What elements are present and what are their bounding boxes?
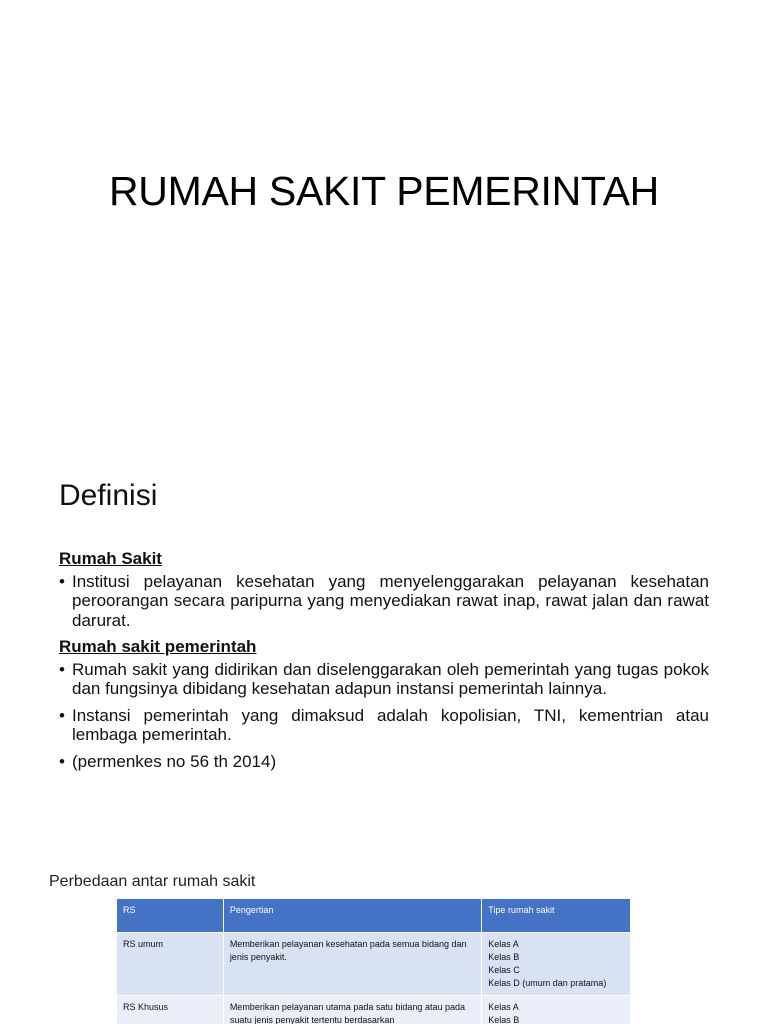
bullet-dot-icon: • — [59, 751, 65, 771]
bullet-dot-icon: • — [59, 659, 65, 679]
bullet-text: Instansi pemerintah yang dimaksud adalah kopolisian, TNI, kementrian atau lembaga pemerintah. — [72, 705, 709, 744]
bullet-item — [59, 706, 709, 745]
comparison-title: Perbedaan antar rumah sakit — [49, 873, 256, 890]
section-heading-rumah-sakit: Rumah Sakit — [59, 549, 162, 568]
slide-definition — [0, 432, 768, 864]
bullet-item — [59, 752, 709, 772]
bullet-text: (permenkes no 56 th 2014) — [72, 751, 277, 771]
cell-tipe — [482, 996, 631, 1024]
table-row — [117, 996, 631, 1024]
tipe-line: Kelas A — [488, 939, 519, 949]
cell-rs: RS Khusus — [117, 996, 224, 1024]
cell-tipe — [482, 933, 631, 996]
bullet-dot-icon: • — [59, 705, 65, 725]
bullet-text: Institusi pelayanan kesehatan yang menyelenggarakan pelayanan kesehatan peroorangan secara paripurna yang menyediakan rawat inap, rawat jalan dan rawat darurat. — [72, 571, 709, 630]
bullet-item — [59, 572, 709, 631]
cell-rs: RS umum — [117, 933, 224, 996]
hospital-comparison-table — [116, 898, 631, 1024]
bullet-text: Rumah sakit yang didirikan dan diselenggarakan oleh pemerintah yang tugas pokok dan fungsinya dibidang kesehatan adapun instansi pemerintah lainnya. — [72, 659, 709, 698]
header-pengertian: Pengertian — [223, 899, 481, 933]
bullet-dot-icon: • — [59, 571, 65, 591]
tipe-line: Kelas C — [488, 965, 520, 975]
header-rs: RS — [117, 899, 224, 933]
table-row — [117, 933, 631, 996]
section-heading-rumah-sakit-pemerintah: Rumah sakit pemerintah — [59, 637, 257, 656]
tipe-line: Kelas A — [488, 1002, 519, 1012]
presentation-title: RUMAH SAKIT PEMERINTAH — [108, 168, 659, 214]
slide-comparison — [0, 864, 768, 1024]
header-tipe: Tipe rumah sakit — [482, 899, 631, 933]
tipe-line: Kelas D (umum dan pratama) — [488, 978, 607, 988]
table-header-row — [117, 899, 631, 933]
definition-content — [59, 549, 709, 778]
tipe-line: Kelas B — [488, 1015, 520, 1024]
slide-title — [0, 0, 768, 432]
cell-pengertian: Memberikan pelayanan utama pada satu bidang atau pada suatu jenis penyakit tertentu berdasarkan — [223, 996, 481, 1024]
cell-pengertian: Memberikan pelayanan kesehatan pada semua bidang dan jenis penyakit. — [223, 933, 481, 996]
tipe-line: Kelas B — [488, 952, 520, 962]
definition-title: Definisi — [59, 479, 158, 512]
bullet-item — [59, 660, 709, 699]
